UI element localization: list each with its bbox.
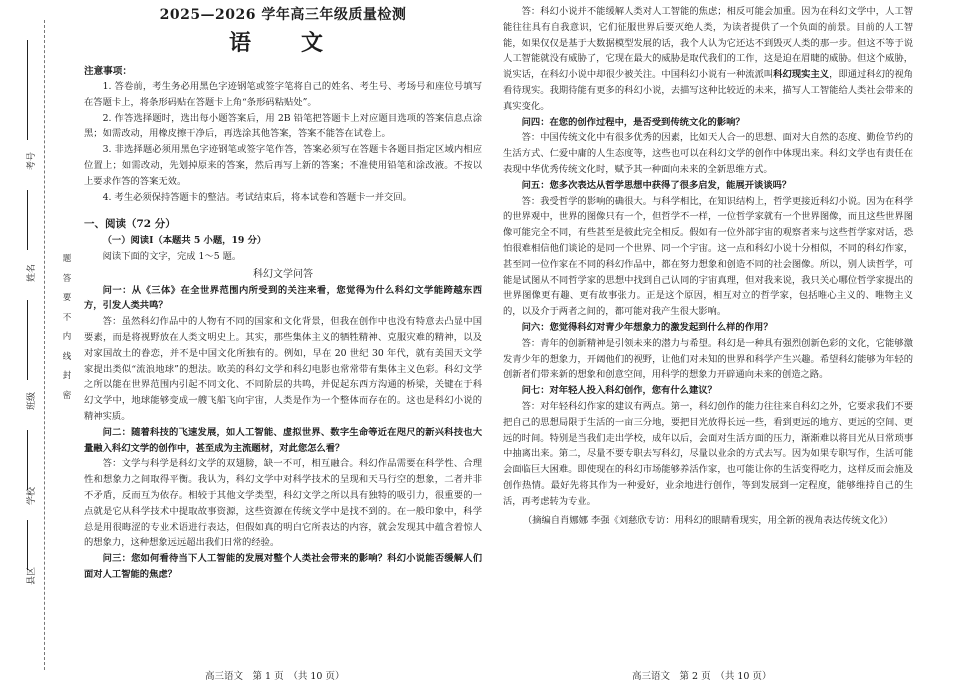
answer-7: 答：对年轻科幻作家的建议有两点。第一，科幻创作的能力往往来自科幻之外，它要求我们不要把自己的思想局限于生活的一亩三分地，要把目光放得长远一些，看到更远的地方、更远的空间、更远的时间。特别是当我们走出学校，成年以后，会面对生活方面的压力，渐渐难以将目光从日常琐事中抽离出来。第二，尽量不要专职去写科幻，尽量以业余的方式去写。因为如果专职写作，生活可能会面临巨大困难。即使现在的科幻市场能够养活作家，也可能让你的生活变得吃力，这样反而会施及创作热情。最好先将其作为一种爱好，业余地进行创作，等到发展到一定程度，能够维持自己的生活，再考虑转为专业。 [503, 400, 913, 507]
question-7: 问七：对年轻人投入科幻创作，您有什么建议？ [521, 385, 717, 397]
seal-char: 线 [62, 351, 72, 362]
answer-6: 答：青年的创新精神是引领未来的潜力与希望。科幻是一种具有强烈创新色彩的文化，它能够激发青少年的想象力，开阔他们的视野，让他们对未知的世界和科学产生兴趣。希望科幻能够为年轻的创新者们带来新的想象和创意空间，用科学的想象力开辟通向未来的创造之路。 [503, 337, 913, 381]
notes-heading: 注意事项： [84, 66, 132, 77]
note-item: 3. 非选择题必须用黑色字迹钢笔或签字笔作答，答案必须写在答题卡各题目指定区域内相应位置上；如需改动，先划掉原来的答案，然后再写上新的答案；不准使用铅笔和涂改液。不按以上要求作答的答案无效。 [84, 144, 482, 187]
answer-1: 答：虽然科幻作品中的人物有不同的国家和文化背景，但我在创作中也没有特意去凸显中国要素，而是将视野放在人类文明史上。其实，那些集体主义的牺牲精神、克服灾难的精神，以及对家国故土的眷恋，并不是中国文化所独有的。例如，早在 20 世纪 30 年代，就有美国天文学家提出类似“流浪地球”的想法。欧美的科幻文学和科幻电影也常常带有集体主义色彩。科幻文学之所以能在世界范围内引起不同文化、不同阶层的共鸣，并促起东西方沟通的桥梁，关键在于科幻文学中，地球能够变成一艘飞船飞向宇宙，人类是作为一个整体而存在的。这也是科幻小说的精神实质。 [84, 316, 482, 422]
county-label: 县区 [27, 566, 37, 585]
county-line [27, 520, 28, 570]
answer-2: 答：文学与科学是科幻文学的双翅膀，缺一不可，相互融合。科幻作品需要在科学性、合理性和想象力之间取得平衡。我认为，科幻文学中对科学技术的呈现和天马行空的想象，二者并非不矛盾，反而互为依存。相较于其他文学类型，科幻文学之所以具有独特的吸引力，很重要的一点就是它从科学技术中提取故事资源，这些资源在传统文学中是找不到的。在一般印象中，科学总是用很晦涩的专业术语进行表达，但假如真的明白它所表达的内容，就会发现其中蕴含着惊人的想象力，这种想象远远超出我们日常的经验。 [84, 458, 482, 549]
school-line [27, 430, 28, 490]
exam-no-label: 考号 [27, 151, 37, 170]
answer-5: 答：我受哲学的影响的确很大。与科学相比，在知识结构上，哲学更接近科幻小说。因为在科学的世界观中，世界的图像只有一个，但哲学不一样，一位哲学家就有一个世界图像，而且这些世界图像可能完全不同，有些甚至是彼此完全相反。假如有一位外部宇宙的观察者来与这些哲学家对话，恐怕很难相信他们谈论的是同一个世界、同一个宇宙。这一点和科幻小说十分相似，不同的科幻作家，甚至同一位作家在不同的科幻作品中，都在努力想象和创造不同的社会图像。所以，别人读哲学，可能是试图从不同哲学家的思想中找到自己认同的宇宙真理，但对我来说，我只关心哪位哲学家提出的世界图像更有趣、更有故事张力。正是这个原因，相互对立的哲学家，包括唯心主义的、唯物主义的，以及介于两者之间的，都可能对我产生很大影响。 [503, 195, 913, 318]
question-1: 问一：从《三体》在全世界范围内所受到的关注来看，您觉得为什么科幻文学能跨越东西方，引发人类共鸣？ [84, 284, 482, 312]
article-title: 科幻文学问答 [253, 268, 313, 280]
footer-page-2: 高三语文 第 2 页 （共 10 页） [632, 671, 772, 682]
school-label: 学校 [27, 486, 37, 505]
question-2: 问二：随着科技的飞速发展，如人工智能、虚拟世界、数字生命等近在咫尺的新兴科技也大量融入科幻文学的创作中，甚至成为主流题材，对此您怎么看？ [84, 426, 482, 454]
subject-title: 语 文 [228, 30, 337, 56]
question-6: 问六：您觉得科幻对青少年想象力的激发起到什么样的作用？ [521, 321, 773, 333]
seal-char: 不 [62, 312, 72, 323]
seal-char: 题 [62, 254, 72, 264]
exam-no-line [27, 40, 28, 140]
question-4: 问四：在您的创作过程中，是否受到传统文化的影响？ [521, 116, 745, 128]
answer-3-after: ，即通过科幻的视角看待现实。我期待能有更多的科幻小说，去描写这种比较近的未来，描写人工智能给人类社会带来的真实变化。 [503, 69, 913, 112]
name-line [27, 190, 28, 250]
page-1 [84, 4, 482, 583]
page-2 [503, 4, 913, 528]
instruction: 阅读下面的文字，完成 1～5 题。 [102, 250, 242, 262]
answer-4: 答：中国传统文化中有很多优秀的因素，比如天人合一的思想、面对大自然的态度、勤俭节约的生活方式、仁爱中庸的人生态度等，这些也可以在科幻文学的创作中体现出来。科幻文学也有责任在表现中华优秀传统文化时，赋予其一种面向未来的全新思维方式。 [503, 132, 913, 175]
section-title: 一、阅读（72 分） [84, 218, 176, 231]
class-line [27, 300, 28, 380]
seal-line-notice [60, 250, 74, 406]
note-item: 2. 作答选择题时，选出每小题答案后，用 2B 铅笔把答题卡上对应题目选项的答案信息点涂黑；如需改动，用橡皮擦干净后，再选涂其他答案，答案不能答在试卷上。 [84, 112, 482, 140]
answer-3-bold: 科幻现实主义 [773, 69, 830, 81]
answer-3-before: 答：科幻小说并不能缓解人类对人工智能的焦虑；相反可能会加重。因为在科幻文学中，人工智能往往具有自我意识，它们征服世界后要灭绝人类，为读者提供了一个负面的前景。目前的人工智能，如果仅仅是基于大数据模型发展的话，我个人认为它还达不到毁灭人类的那一步。但这不等于说人工智能就没有威胁了，它现在最大的威胁是取代我们的工作，这是迫在眉睫的威胁。但这个威胁，说实话，在科幻小说中却很少被关注。中国科幻小说有一种流派叫 [503, 6, 913, 81]
seal-char: 答 [62, 273, 72, 284]
note-item: 4. 考生必须保持答题卡的整洁。考试结束后，将本试卷和答题卡一并交回。 [102, 191, 412, 203]
question-3: 问三：您如何看待当下人工智能的发展对整个人类社会带来的影响？科幻小说能否缓解人们面对人工智能的焦虑？ [84, 553, 482, 580]
question-5: 问五：您多次表达从哲学思想中获得了很多启发，能展开谈谈吗？ [521, 179, 792, 191]
note-item: 1. 答卷前，考生务必用黑色字迹钢笔或签字笔将自己的姓名、考生号、考场号和座位号填写在答题卡上，将条形码贴在答题卡上角“条形码粘贴处”。 [84, 81, 482, 108]
seal-char: 密 [62, 390, 72, 401]
name-label: 姓名 [27, 263, 37, 282]
subsection-title: （一）阅读Ⅰ（本题共 5 小题，19 分） [102, 235, 267, 247]
exam-title: 2025—2026 学年高三年级质量检测 [159, 7, 407, 23]
seal-char: 封 [62, 371, 72, 381]
cut-line [44, 20, 45, 670]
answer-3 [503, 4, 913, 115]
seal-char: 要 [62, 293, 72, 303]
class-label: 班级 [27, 391, 37, 410]
binding-margin [0, 0, 82, 678]
footer-page-1: 高三语文 第 1 页 （共 10 页） [205, 671, 345, 682]
seal-char: 内 [62, 332, 72, 342]
source-citation: （摘编自肖娜娜 李强《刘慈欣专访：用科幻的眼睛看现实，用全新的视角表达传统文化》） [522, 514, 894, 526]
